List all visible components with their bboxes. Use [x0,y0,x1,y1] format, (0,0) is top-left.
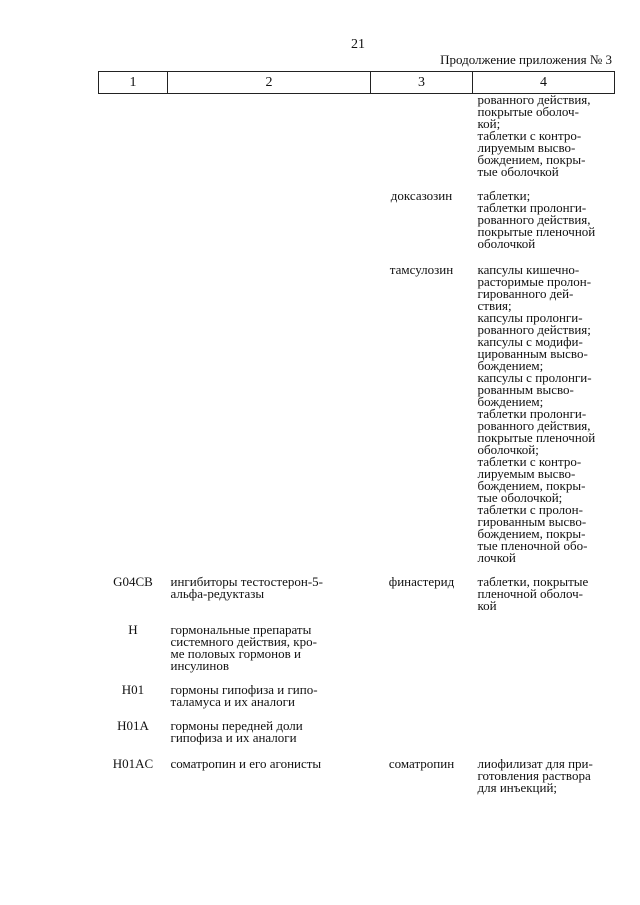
table-row [99,264,615,576]
dosage-forms: таблетки; таблетки пролонги- рованного действия, покрытые пленочной оболочкой [477,188,596,251]
drug-name [371,94,473,191]
column-header-1: 1 [99,72,168,94]
dosage-forms: рованного действия, покрытые оболоч- кой; таблетки с контро- лируемым высво- бождением, покры- тые оболочкой [477,92,591,179]
appendix-continuation-note: Продолжение приложения № 3 [440,52,612,67]
group-name: соматропин и его агонисты [170,756,322,771]
dosage-forms [473,720,615,758]
atc-code [99,264,168,576]
atc-code [99,190,168,264]
table-row [99,94,615,191]
dosage-forms: лиофилизат для при- готовления раствора для инъекций; [477,756,593,795]
table-row [99,190,615,264]
group-name [168,94,371,191]
table-row [99,624,615,684]
column-header-4: 4 [473,72,615,94]
atc-code [99,94,168,191]
atc-code: H01 [121,682,145,697]
group-name: гормоны гипофиза и гипо- таламуса и их аналоги [170,682,318,709]
drug-name [371,684,473,720]
drug-name [371,624,473,684]
column-header-3: 3 [371,72,473,94]
dosage-forms: таблетки, покрытые пленочной оболоч- кой [477,574,589,613]
table-header-row [99,72,615,94]
table-row [99,576,615,624]
group-name: гормоны передней доли гипофиза и их аналоги [170,718,303,745]
atc-code: H01AC [112,756,154,771]
atc-code: G04CB [113,574,153,589]
group-name: гормональные препараты системного действия, кро- ме половых гормонов и инсулинов [170,622,317,673]
page-number: 21 [351,37,365,52]
table-row [99,684,615,720]
drug-name: доксазозин [390,188,453,203]
group-name [168,264,371,576]
group-name [168,190,371,264]
drug-name: финастерид [388,574,455,589]
drug-name: соматропин [388,756,455,771]
dosage-forms: капсулы кишечно- расторимые пролон- гированного дей- ствия; капсулы пролонги- рованного действия; капсулы с модифи- цированным высво- бождением; капсулы с пролонги- рованным высво- бождением; таблетки пролонги- рованного действия, покрытые пленочной оболочкой; таблетки с контро- лируемым высво- бождением, покры- тые оболочкой; таблетки с пролон- гированным высво- бождением, покры- тые пленочной обо- лочкой [477,262,596,565]
drug-table [98,71,615,794]
dosage-forms [473,684,615,720]
dosage-forms [473,624,615,684]
drug-name: тамсулозин [389,262,454,277]
atc-code: H01A [117,718,149,733]
column-header-2: 2 [168,72,371,94]
table-row [99,720,615,758]
drug-name [371,720,473,758]
atc-code: H [128,622,138,637]
group-name: ингибиторы тестостерон-5- альфа-редуктазы [170,574,323,601]
table-row [99,758,615,794]
